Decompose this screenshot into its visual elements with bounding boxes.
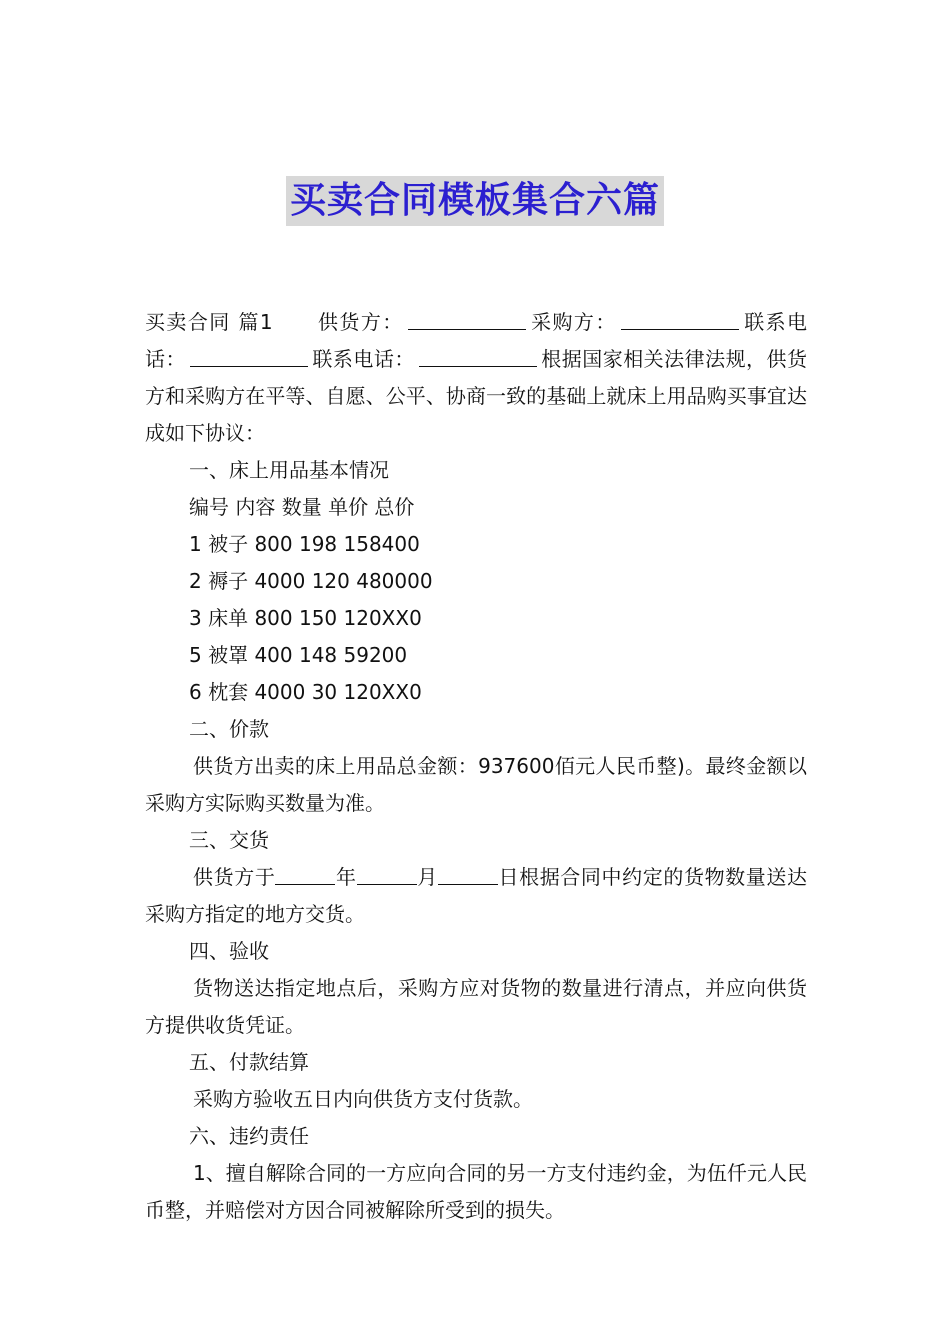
section6-heading: 六、违约责任 — [189, 1124, 309, 1148]
table-row: 1 被子 800 198 158400 — [189, 532, 420, 556]
section3-text — [145, 859, 807, 933]
phone-blank-2[interactable] — [419, 344, 537, 367]
document-title: 买卖合同模板集合六篇 — [286, 176, 664, 226]
document-body — [145, 304, 807, 1229]
supplier-label: 供货方： — [316, 310, 404, 334]
section6-item1: 1、擅自解除合同的一方应向合同的另一方支付违约金，为伍仟元人民币整，并赔偿对方因合同被解除所受到的损失。 — [145, 1161, 807, 1222]
supplier-blank[interactable] — [408, 307, 526, 330]
year-label: 年 — [335, 865, 357, 889]
section4-heading: 四、验收 — [189, 939, 269, 963]
buyer-blank[interactable] — [621, 307, 739, 330]
table-row: 6 枕套 4000 30 120XX0 — [189, 680, 422, 704]
section5-text: 采购方验收五日内向供货方支付货款。 — [193, 1087, 533, 1111]
delivery-rest: 日根据合同中约定的货物数量送达采购方指定的地方交货。 — [145, 865, 808, 926]
month-blank[interactable] — [357, 862, 417, 885]
section5-heading: 五、付款结算 — [189, 1050, 309, 1074]
section2-text: 供货方出卖的床上用品总金额：937600佰元人民币整)。最终金额以采购方实际购买数量为准。 — [145, 754, 807, 815]
month-label: 月 — [416, 865, 438, 889]
phone-blank-1[interactable] — [190, 344, 308, 367]
year-blank[interactable] — [275, 862, 335, 885]
intro-text: 根据国家相关法律法规，供货方和采购方在平等、自愿、公平、协商一致的基础上就床上用品购买事宜达成如下协议： — [145, 347, 808, 445]
phone-label-1: 联系电话： — [145, 310, 808, 371]
intro-paragraph — [145, 304, 807, 452]
buyer-label: 采购方： — [529, 310, 617, 334]
day-blank[interactable] — [438, 862, 498, 885]
contract-heading: 买卖合同 篇1 — [145, 310, 273, 334]
table-header: 编号 内容 数量 单价 总价 — [189, 495, 415, 519]
delivery-prefix: 供货方于 — [193, 865, 276, 889]
title-container — [0, 176, 950, 226]
table-row: 2 褥子 4000 120 480000 — [189, 569, 433, 593]
section2-heading: 二、价款 — [189, 717, 269, 741]
section3-heading: 三、交货 — [189, 828, 269, 852]
table-row: 5 被罩 400 148 59200 — [189, 643, 408, 667]
section1-heading: 一、床上用品基本情况 — [189, 458, 389, 482]
table-row: 3 床单 800 150 120XX0 — [189, 606, 422, 630]
section4-text: 货物送达指定地点后，采购方应对货物的数量进行清点，并应向供货方提供收货凭证。 — [145, 976, 807, 1037]
phone-label-2: 联系电话： — [311, 347, 415, 371]
